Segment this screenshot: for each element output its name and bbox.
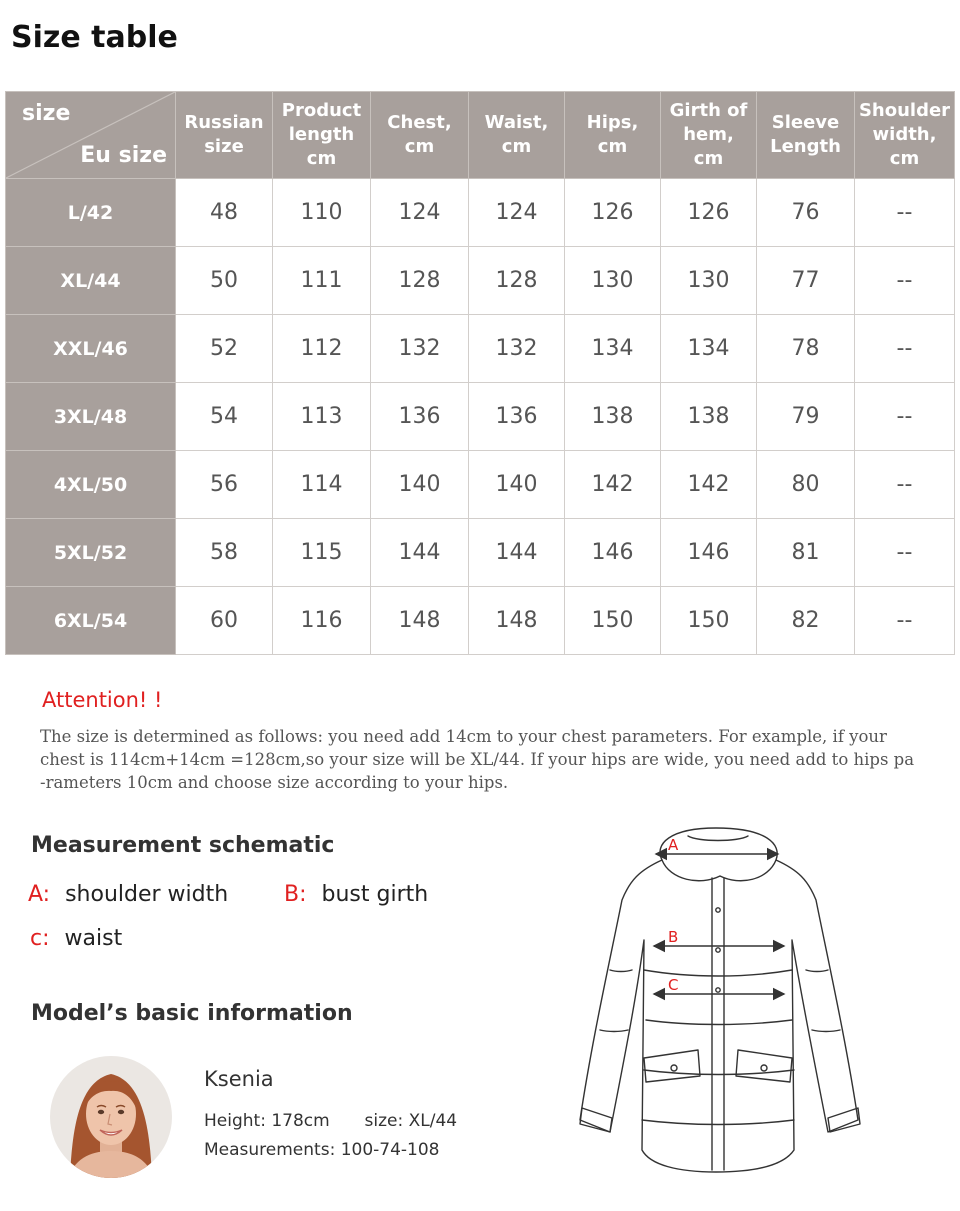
size-cell: 3XL/48 — [6, 383, 176, 451]
table-row — [6, 519, 955, 587]
size-cell: L/42 — [6, 179, 176, 247]
table-cell: 146 — [661, 519, 757, 587]
legend-key-a: A — [28, 882, 43, 907]
diagram-label-b: B — [668, 928, 679, 946]
table-cell: 140 — [469, 451, 565, 519]
legend-label-a: shoulder width — [65, 882, 229, 907]
attention-text — [40, 725, 920, 794]
table-cell: 110 — [273, 179, 371, 247]
table-row — [6, 383, 955, 451]
table-cell: 124 — [371, 179, 469, 247]
measurements-value: 100-74-108 — [340, 1140, 440, 1160]
table-cell: 128 — [469, 247, 565, 315]
measurements-label: Measurements: — [204, 1140, 336, 1160]
height-label: Height: — [204, 1111, 266, 1131]
table-cell: 128 — [371, 247, 469, 315]
model-photo — [50, 1056, 172, 1178]
legend-label-b: bust girth — [321, 882, 429, 907]
table-cell: 144 — [371, 519, 469, 587]
table-cell: -- — [855, 383, 955, 451]
table-cell: 140 — [371, 451, 469, 519]
table-row — [6, 247, 955, 315]
table-cell: 111 — [273, 247, 371, 315]
table-cell: 130 — [565, 247, 661, 315]
legend-bust-girth: B: bust girth — [284, 882, 429, 907]
table-cell: 130 — [661, 247, 757, 315]
table-body — [6, 179, 955, 655]
attention-title: Attention! ! — [42, 688, 163, 712]
size-cell: XXL/46 — [6, 315, 176, 383]
legend-label-c: waist — [64, 926, 123, 951]
table-cell: -- — [855, 247, 955, 315]
diagram-label-c: C — [668, 976, 679, 994]
table-cell: 148 — [371, 587, 469, 655]
size-value: XL/44 — [408, 1111, 458, 1131]
size-cell: 4XL/50 — [6, 451, 176, 519]
model-name: Ksenia — [204, 1067, 274, 1091]
table-cell: 76 — [757, 179, 855, 247]
table-cell: 50 — [176, 247, 273, 315]
table-cell: 112 — [273, 315, 371, 383]
table-row — [6, 587, 955, 655]
table-cell: 134 — [661, 315, 757, 383]
model-height-size — [204, 1111, 457, 1131]
column-header: Girth of hem, cm — [661, 92, 757, 179]
table-cell: 60 — [176, 587, 273, 655]
table-row — [6, 315, 955, 383]
size-table — [5, 91, 955, 655]
table-cell: -- — [855, 519, 955, 587]
column-header: Waist, cm — [469, 92, 565, 179]
height-value: 178cm — [271, 1111, 330, 1131]
table-cell: 77 — [757, 247, 855, 315]
table-cell: 142 — [565, 451, 661, 519]
legend-key-b: B — [284, 882, 300, 907]
table-cell: 136 — [371, 383, 469, 451]
column-header: Chest, cm — [371, 92, 469, 179]
table-cell: 48 — [176, 179, 273, 247]
legend-shoulder-width: A: shoulder width — [28, 882, 229, 907]
table-cell: 132 — [469, 315, 565, 383]
table-cell: 144 — [469, 519, 565, 587]
diagram-label-a: A — [668, 836, 679, 854]
attention-line: -rameters 10cm and choose size according to your hips. — [40, 773, 509, 792]
table-cell: 52 — [176, 315, 273, 383]
column-header: Russian size — [176, 92, 273, 179]
table-cell: 79 — [757, 383, 855, 451]
legend-key-c: c — [30, 926, 43, 951]
schematic-heading: Measurement schematic — [31, 833, 335, 858]
table-cell: 80 — [757, 451, 855, 519]
column-header: Hips, cm — [565, 92, 661, 179]
corner-label-size: size — [22, 101, 71, 126]
table-cell: -- — [855, 179, 955, 247]
table-cell: -- — [855, 451, 955, 519]
size-cell: 5XL/52 — [6, 519, 176, 587]
table-cell: 126 — [565, 179, 661, 247]
table-row — [6, 451, 955, 519]
legend-waist: c: waist — [30, 926, 123, 951]
page-title: Size table — [11, 20, 178, 55]
table-cell: 136 — [469, 383, 565, 451]
table-row — [6, 179, 955, 247]
corner-header-cell — [6, 92, 176, 179]
table-cell: 56 — [176, 451, 273, 519]
table-cell: 150 — [565, 587, 661, 655]
table-cell: 114 — [273, 451, 371, 519]
table-header-row — [6, 92, 955, 179]
table-cell: 116 — [273, 587, 371, 655]
table-cell: 146 — [565, 519, 661, 587]
table-cell: 142 — [661, 451, 757, 519]
column-header: Shoulder width, cm — [855, 92, 955, 179]
column-header: Sleeve Length — [757, 92, 855, 179]
table-cell: 138 — [661, 383, 757, 451]
table-cell: 82 — [757, 587, 855, 655]
column-header: Product length cm — [273, 92, 371, 179]
attention-line: chest is 114cm+14cm =128cm,so your size will be XL/44. If your hips are wide, you need add to hips pa — [40, 750, 915, 769]
table-cell: 113 — [273, 383, 371, 451]
table-cell: 54 — [176, 383, 273, 451]
model-heading: Model’s basic information — [31, 1001, 353, 1026]
size-cell: 6XL/54 — [6, 587, 176, 655]
table-cell: 58 — [176, 519, 273, 587]
table-cell: 138 — [565, 383, 661, 451]
table-cell: 115 — [273, 519, 371, 587]
table-cell: 81 — [757, 519, 855, 587]
size-label: size: — [364, 1111, 404, 1131]
corner-label-eu-size: Eu size — [80, 143, 167, 168]
table-cell: 148 — [469, 587, 565, 655]
table-cell: 78 — [757, 315, 855, 383]
table-cell: 150 — [661, 587, 757, 655]
table-cell: 134 — [565, 315, 661, 383]
table-cell: 124 — [469, 179, 565, 247]
attention-line: The size is determined as follows: you need add 14cm to your chest parameters. For example, if your — [40, 727, 887, 746]
table-cell: 132 — [371, 315, 469, 383]
size-cell: XL/44 — [6, 247, 176, 315]
model-measurements — [204, 1140, 440, 1160]
table-cell: -- — [855, 315, 955, 383]
table-cell: -- — [855, 587, 955, 655]
table-cell: 126 — [661, 179, 757, 247]
coat-measurement-diagram — [570, 820, 870, 1190]
